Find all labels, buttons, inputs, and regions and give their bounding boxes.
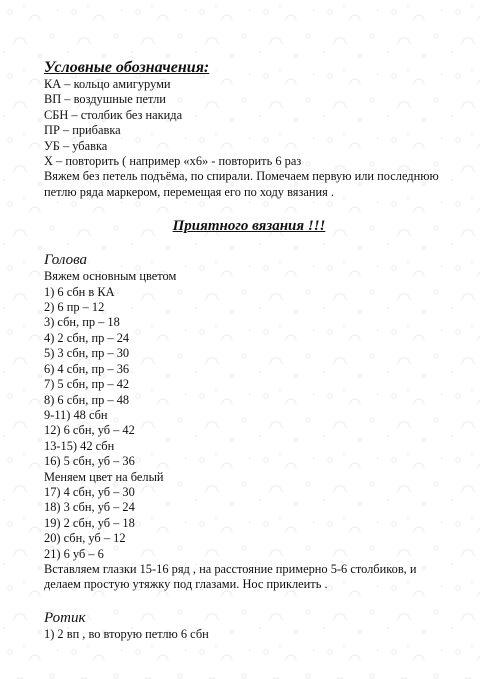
instruction-line: 4) 2 сбн, пр – 24 [44,330,130,345]
instruction-line: 13-15) 42 сбн [44,438,115,453]
head-instructions [44,269,454,562]
instruction-line: 21) 6 уб – 6 [44,546,104,561]
legend-item: ПР – прибавка [44,123,121,138]
instruction-line: 12) 6 сбн, уб – 42 [44,423,135,438]
head-note: Вставляем глазки 15-16 ряд , на расстояние примерно 5-6 столбиков, и делаем простую утяжку под глазами. Нос приклеить . [44,561,417,592]
instruction-line: Вяжем основным цветом [44,269,177,284]
legend-item: СБН – столбик без накида [44,107,183,122]
legend-item: ВП – воздушные петли [44,92,166,107]
instruction-line: 8) 6 сбн, пр – 48 [44,392,130,407]
mouth-section-title: Ротик [44,609,86,626]
instruction-line: 18) 3 сбн, уб – 24 [44,500,135,515]
head-section-title: Голова [44,252,88,269]
instruction-line: 3) сбн, пр – 18 [44,315,120,330]
instruction-line: 9-11) 48 сбн [44,407,108,422]
legend-item: УБ – убавка [44,138,108,153]
instruction-line: Меняем цвет на белый [44,469,164,484]
legend-item: Х – повторить ( например «х6» - повторить 6 раз [44,154,302,169]
instruction-line: 1) 6 сбн в КА [44,284,115,299]
legend-list [44,77,454,169]
instruction-line: 6) 4 сбн, пр – 36 [44,361,130,376]
instruction-line: 7) 5 сбн, пр – 42 [44,377,130,392]
instruction-line: 19) 2 сбн, уб – 18 [44,515,135,530]
legend-title: Условные обозначения: [44,59,210,76]
legend-note: Вяжем без петель подъёма, по спирали. Помечаем первую или последнюю петлю ряда маркером, перемещая его по ходу вязания . [44,169,439,199]
instruction-line: 20) сбн, уб – 12 [44,531,126,546]
instruction-line: 1) 2 вп , во вторую петлю 6 сбн [44,626,209,641]
pattern-document [44,58,454,642]
legend-item: КА – кольцо амигуруми [44,77,171,91]
instruction-line: 17) 4 сбн, уб – 30 [44,484,135,499]
greeting-title: Приятного вязания !!! [172,218,326,235]
mouth-instructions [44,627,454,642]
instruction-line: 5) 3 сбн, пр – 30 [44,346,130,361]
instruction-line: 16) 5 сбн, уб – 36 [44,454,135,469]
instruction-line: 2) 6 пр – 12 [44,300,105,315]
